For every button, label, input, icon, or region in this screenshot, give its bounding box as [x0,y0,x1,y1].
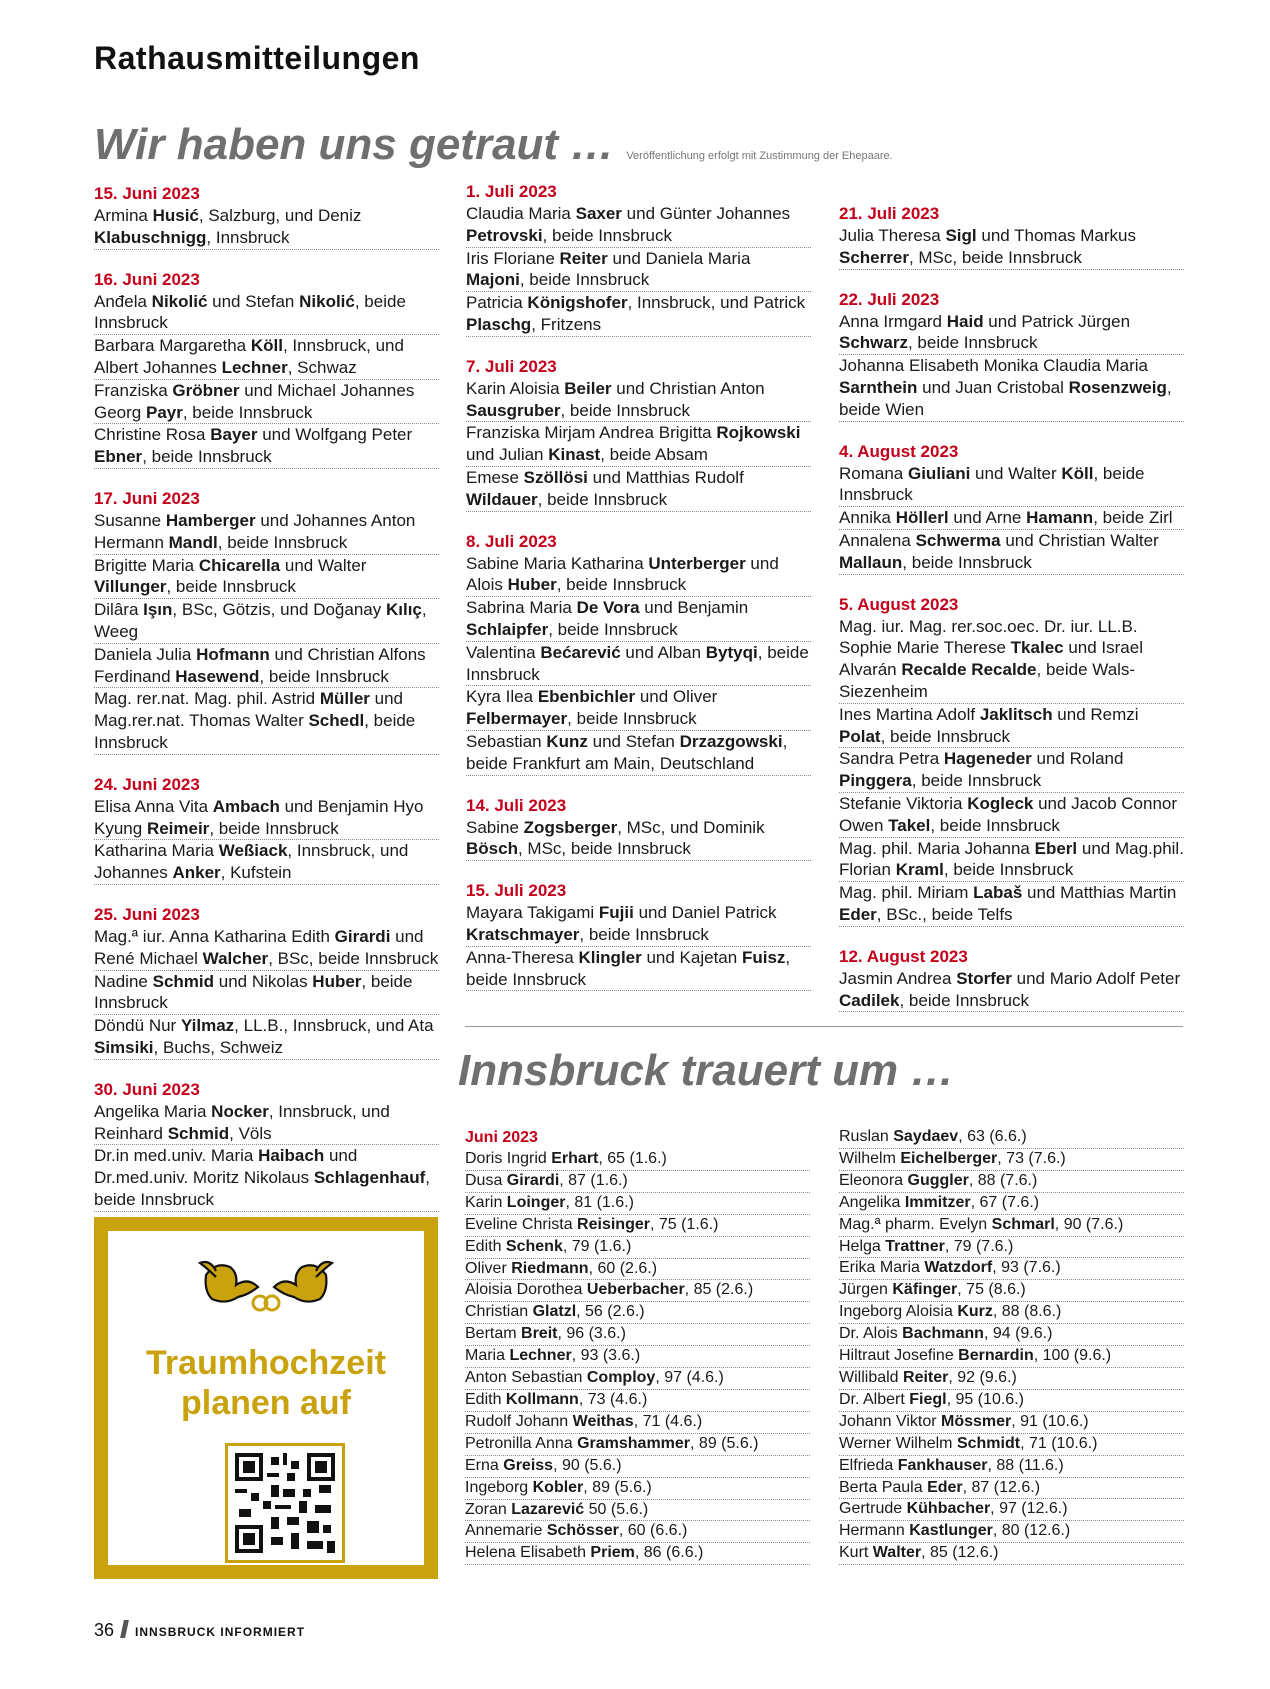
obituary-entry: Rudolf Johann Weithas, 71 (4.6.) [465,1412,810,1434]
doves-rings-icon [108,1247,424,1327]
wedding-date: 17. Juni 2023 [94,488,200,508]
wedding-entry: Sebastian Kunz und Stefan Drzazgowski, beide Frankfurt am Main, Deutschland [466,731,811,776]
obituary-entry: Zoran Lazarević 50 (5.6.) [465,1500,810,1522]
obituary-entry: Berta Paula Eder, 87 (12.6.) [839,1478,1184,1500]
wedding-date-group [94,904,439,1060]
wedding-entry: Romana Giuliani und Walter Köll, beide Innsbruck [839,463,1184,508]
obituary-entry: Helena Elisabeth Priem, 86 (6.6.) [465,1543,810,1565]
magazine-name: INNSBRUCK INFORMIERT [135,1625,306,1639]
obituary-entry: Annemarie Schösser, 60 (6.6.) [465,1521,810,1543]
obituary-entry: Edith Schenk, 79 (1.6.) [465,1237,810,1259]
weddings-column-3 [839,203,1184,1031]
wedding-date: 1. Juli 2023 [466,182,557,201]
obituaries-column-left [465,1127,810,1565]
obituary-entry: Ingeborg Aloisia Kurz, 88 (8.6.) [839,1302,1184,1324]
obituary-entry: Aloisia Dorothea Ueberbacher, 85 (2.6.) [465,1280,810,1302]
obituaries-list-left [465,1149,810,1565]
obituary-entry: Dr. Alois Bachmann, 94 (9.6.) [839,1324,1184,1346]
wedding-date-group [839,203,1184,270]
wedding-date: 5. August 2023 [839,594,959,614]
wedding-entry: Sabine Maria Katharina Unterberger und Alois Huber, beide Innsbruck [466,553,811,598]
obituary-entry: Erika Maria Watzdorf, 93 (7.6.) [839,1258,1184,1280]
obituary-entry: Petronilla Anna Gramshammer, 89 (5.6.) [465,1434,810,1456]
wedding-date-group [94,488,439,755]
obituary-entry: Hiltraut Josefine Bernardin, 100 (9.6.) [839,1346,1184,1368]
qr-code[interactable] [225,1443,345,1563]
wedding-date-group [466,880,811,991]
promo-line-1: Traumhochzeit [146,1344,386,1382]
wedding-entry: Daniela Julia Hofmann und Christian Alfons Ferdinand Hasewend, beide Innsbruck [94,644,439,689]
obituary-entry: Dusa Girardi, 87 (1.6.) [465,1171,810,1193]
qr-code-icon [235,1453,335,1553]
wedding-entry: Anđela Nikolić und Stefan Nikolić, beide Innsbruck [94,291,439,336]
obituary-entry: Edith Kollmann, 73 (4.6.) [465,1390,810,1412]
wedding-entry: Dr.in med.univ. Maria Haibach und Dr.med.univ. Moritz Nikolaus Schlagenhauf, beide Innsbruck [94,1145,439,1211]
weddings-heading [94,120,893,170]
wedding-date-group [94,269,439,469]
obituary-entry: Ingeborg Kobler, 89 (5.6.) [465,1478,810,1500]
wedding-date: 24. Juni 2023 [94,774,200,794]
obituary-entry: Johann Viktor Mössmer, 91 (10.6.) [839,1412,1184,1434]
obituary-entry: Kurt Walter, 85 (12.6.) [839,1543,1184,1565]
wedding-date-group [94,1079,439,1212]
obituary-entry: Gertrude Kühbacher, 97 (12.6.) [839,1499,1184,1521]
obituaries-list-right [839,1127,1184,1565]
section-title: Rathausmitteilungen [94,40,420,76]
wedding-entry: Stefanie Viktoria Kogleck und Jacob Connor Owen Takel, beide Innsbruck [839,793,1184,838]
obituary-entry: Maria Lechner, 93 (3.6.) [465,1346,810,1368]
obituary-entry: Eleonora Guggler, 88 (7.6.) [839,1171,1184,1193]
wedding-entry: Mag.ª iur. Anna Katharina Edith Girardi und René Michael Walcher, BSc, beide Innsbruck [94,926,439,971]
wedding-entry: Dilâra Işın, BSc, Götzis, und Doğanay Kılıç, Weeg [94,599,439,644]
promo-text [108,1343,424,1423]
wedding-date: 8. Juli 2023 [466,531,557,551]
wedding-date: 4. August 2023 [839,441,959,461]
obituary-entry: Doris Ingrid Erhart, 65 (1.6.) [465,1149,810,1171]
wedding-entry: Anna-Theresa Klingler und Kajetan Fuisz, beide Innsbruck [466,947,811,992]
obituary-entry: Dr. Albert Fiegl, 95 (10.6.) [839,1390,1184,1412]
wedding-entry: Franziska Gröbner und Michael Johannes Georg Payr, beide Innsbruck [94,380,439,425]
wedding-entry: Döndü Nur Yilmaz, LL.B., Innsbruck, und Ata Simsiki, Buchs, Schweiz [94,1015,439,1060]
publication-note: Veröffentlichung erfolgt mit Zustimmung der Ehepaare. [626,150,893,162]
obituary-entry: Christian Glatzl, 56 (2.6.) [465,1302,810,1324]
wedding-entry: Johanna Elisabeth Monika Claudia Maria Sarnthein und Juan Cristobal Rosenzweig, beide Wien [839,355,1184,421]
wedding-date-group [839,594,1184,927]
obituary-entry: Mag.ª pharm. Evelyn Schmarl, 90 (7.6.) [839,1215,1184,1237]
wedding-entry: Patricia Königshofer, Innsbruck, und Patrick Plaschg, Fritzens [466,292,811,337]
wedding-entry: Annalena Schwerma und Christian Walter Mallaun, beide Innsbruck [839,530,1184,575]
promo-panel [108,1231,424,1565]
wedding-promo [94,1217,438,1579]
wedding-date-group [839,289,1184,422]
wedding-entry: Barbara Margaretha Köll, Innsbruck, und Albert Johannes Lechner, Schwaz [94,335,439,380]
wedding-entry: Sabrina Maria De Vora und Benjamin Schlaipfer, beide Innsbruck [466,597,811,642]
obituary-entry: Hermann Kastlunger, 80 (12.6.) [839,1521,1184,1543]
obituary-entry: Anton Sebastian Comploy, 97 (4.6.) [465,1368,810,1390]
wedding-date: 15. Juni 2023 [94,184,200,203]
wedding-date: 14. Juli 2023 [466,795,567,815]
wedding-date-group [94,183,439,250]
wedding-date-group [839,441,1184,575]
wedding-entry: Mag. rer.nat. Mag. phil. Astrid Müller und Mag.rer.nat. Thomas Walter Schedl, beide Innsbruck [94,688,439,754]
wedding-entry: Mag. phil. Miriam Labaš und Matthias Martin Eder, BSc., beide Telfs [839,882,1184,927]
obituary-entry: Bertam Breit, 96 (3.6.) [465,1324,810,1346]
obituary-entry: Jürgen Käfinger, 75 (8.6.) [839,1280,1184,1302]
wedding-entry: Emese Szöllösi und Matthias Rudolf Wildauer, beide Innsbruck [466,467,811,512]
weddings-column-2 [466,181,811,1010]
wedding-entry: Ines Martina Adolf Jaklitsch und Remzi Polat, beide Innsbruck [839,704,1184,749]
wedding-entry: Claudia Maria Saxer und Günter Johannes Petrovski, beide Innsbruck [466,203,811,248]
wedding-entry: Mayara Takigami Fujii und Daniel Patrick Kratschmayer, beide Innsbruck [466,902,811,947]
footer-separator [120,1620,129,1638]
wedding-entry: Mag. phil. Maria Johanna Eberl und Mag.phil. Florian Kraml, beide Innsbruck [839,838,1184,883]
wedding-date-group [466,181,811,337]
wedding-date: 7. Juli 2023 [466,356,557,376]
wedding-entry: Elisa Anna Vita Ambach und Benjamin Hyo Kyung Reimeir, beide Innsbruck [94,796,439,841]
page-footer [94,1620,305,1641]
wedding-date-group [466,356,811,512]
wedding-entry: Sandra Petra Hageneder und Roland Pinggera, beide Innsbruck [839,748,1184,793]
wedding-entry: Sabine Zogsberger, MSc, und Dominik Bösch, MSc, beide Innsbruck [466,817,811,862]
weddings-title: Wir haben uns getraut … [94,120,615,169]
obituaries-title: Innsbruck trauert um … [458,1046,955,1095]
wedding-entry: Angelika Maria Nocker, Innsbruck, und Reinhard Schmid, Völs [94,1101,439,1146]
wedding-date: 21. Juli 2023 [839,204,940,223]
wedding-entry: Brigitte Maria Chicarella und Walter Villunger, beide Innsbruck [94,555,439,600]
wedding-date: 25. Juni 2023 [94,904,200,924]
wedding-entry: Karin Aloisia Beiler und Christian Anton Sausgruber, beide Innsbruck [466,378,811,423]
wedding-entry: Iris Floriane Reiter und Daniela Maria Majoni, beide Innsbruck [466,248,811,293]
wedding-entry: Jasmin Andrea Storfer und Mario Adolf Peter Cadilek, beide Innsbruck [839,968,1184,1013]
wedding-date: 22. Juli 2023 [839,289,940,309]
wedding-entry: Katharina Maria Weßiack, Innsbruck, und Johannes Anker, Kufstein [94,840,439,885]
wedding-entry: Anna Irmgard Haid und Patrick Jürgen Schwarz, beide Innsbruck [839,311,1184,356]
wedding-date: 15. Juli 2023 [466,881,567,901]
wedding-entry: Susanne Hamberger und Johannes Anton Hermann Mandl, beide Innsbruck [94,510,439,555]
wedding-date: 12. August 2023 [839,946,968,966]
obituary-entry: Helga Trattner, 79 (7.6.) [839,1237,1184,1259]
wedding-date-group [466,795,811,862]
promo-line-2: planen auf [180,1384,352,1422]
obituary-entry: Erna Greiss, 90 (5.6.) [465,1456,810,1478]
obituary-entry: Eveline Christa Reisinger, 75 (1.6.) [465,1215,810,1237]
wedding-entry: Valentina Bećarević und Alban Bytyqi, beide Innsbruck [466,642,811,687]
weddings-column-1 [94,183,439,1231]
wedding-date-group [94,774,439,885]
wedding-entry: Nadine Schmid und Nikolas Huber, beide Innsbruck [94,971,439,1016]
wedding-entry: Annika Höllerl und Arne Hamann, beide Zirl [839,507,1184,530]
wedding-entry: Julia Theresa Sigl und Thomas Markus Scherrer, MSc, beide Innsbruck [839,225,1184,270]
obituary-entry: Wilhelm Eichelberger, 73 (7.6.) [839,1149,1184,1171]
obituary-entry: Ruslan Saydaev, 63 (6.6.) [839,1127,1184,1149]
obituary-entry: Angelika Immitzer, 67 (7.6.) [839,1193,1184,1215]
wedding-date-group [839,946,1184,1013]
wedding-entry: Christine Rosa Bayer und Wolfgang Peter Ebner, beide Innsbruck [94,424,439,469]
wedding-entry: Franziska Mirjam Andrea Brigitta Rojkowski und Julian Kinast, beide Absam [466,422,811,467]
wedding-entry: Armina Husić, Salzburg, und Deniz Klabuschnigg, Innsbruck [94,205,439,250]
obituary-entry: Werner Wilhelm Schmidt, 71 (10.6.) [839,1434,1184,1456]
obituaries-month: Juni 2023 [465,1129,538,1146]
wedding-entry: Kyra Ilea Ebenbichler und Oliver Felbermayer, beide Innsbruck [466,686,811,731]
section-divider [465,1026,1183,1027]
wedding-date: 30. Juni 2023 [94,1079,200,1099]
wedding-date-group [466,531,811,776]
obituary-entry: Karin Loinger, 81 (1.6.) [465,1193,810,1215]
obituary-entry: Willibald Reiter, 92 (9.6.) [839,1368,1184,1390]
wedding-entry: Mag. iur. Mag. rer.soc.oec. Dr. iur. LL.B. Sophie Marie Therese Tkalec und Israel Alvarán Recalde Recalde, beide Wals-Siezenheim [839,616,1184,704]
obituaries-column-right [839,1127,1184,1565]
page-number: 36 [94,1620,115,1640]
wedding-date: 16. Juni 2023 [94,269,200,289]
obituary-entry: Elfrieda Fankhauser, 88 (11.6.) [839,1456,1184,1478]
obituary-entry: Oliver Riedmann, 60 (2.6.) [465,1259,810,1281]
